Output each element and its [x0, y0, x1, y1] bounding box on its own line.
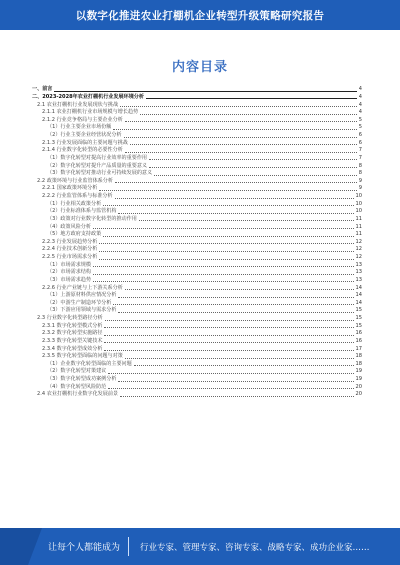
toc-entry-page: 12	[355, 246, 362, 253]
toc-entry[interactable]	[32, 147, 362, 155]
toc-entry-page: 13	[355, 269, 362, 276]
toc-entry-page: 19	[355, 368, 362, 375]
toc-entry-title: （3）市场需求趋势	[47, 276, 91, 283]
toc-leader-dots	[154, 175, 357, 176]
toc-entry-title: （1）企业数字化转型面临的主要问题	[47, 360, 132, 367]
toc-entry[interactable]	[32, 391, 362, 399]
toc-leader-dots	[149, 167, 357, 168]
toc-entry-page: 14	[355, 284, 362, 291]
toc-entry-page: 15	[355, 315, 362, 322]
toc-entry-title: 2.2.6 行业产业链与上下游关系分析	[42, 284, 123, 291]
toc-leader-dots	[99, 243, 353, 244]
toc-entry[interactable]	[32, 261, 362, 269]
toc-entry-title: （2）行业主要企业经营状况分析	[47, 132, 122, 139]
toc-entry[interactable]	[32, 117, 362, 125]
toc-entry-title: 一、前言	[32, 86, 53, 93]
toc-entry[interactable]	[32, 239, 362, 247]
toc-entry-title: （2）数字化转型对提升产品质量的重要意义	[47, 162, 148, 169]
toc-entry-title: 2.1.3 行业发展面临的主要问题与挑战	[42, 139, 128, 146]
toc-entry-page: 18	[355, 353, 362, 360]
toc-leader-dots	[104, 327, 353, 328]
toc-entry[interactable]	[32, 353, 362, 361]
footer-decoration-wedge	[28, 528, 42, 565]
toc-entry-title: 2.4 农业打棚机行业数字化发展前景	[37, 391, 119, 398]
toc-entry-page: 8	[358, 162, 362, 169]
toc-entry[interactable]	[32, 254, 362, 262]
toc-leader-dots	[118, 381, 353, 382]
toc-entry-title: 2.3.5 数字化转型面临的问题与对策	[42, 353, 123, 360]
toc-entry-page: 4	[358, 86, 362, 93]
toc-entry-title: （3）政策对行业数字化转型的推动作用	[47, 215, 137, 222]
toc-entry-page: 20	[355, 391, 362, 398]
toc-entry[interactable]	[32, 193, 362, 201]
toc-entry[interactable]	[32, 94, 362, 102]
toc-leader-dots	[118, 312, 353, 313]
toc-entry-page: 15	[355, 307, 362, 314]
toc-leader-dots	[54, 91, 356, 92]
toc-entry-title: 2.1.1 农业打棚机行业市场规模与增长趋势	[42, 109, 139, 116]
toc-entry-page: 8	[358, 170, 362, 177]
toc-entry[interactable]	[32, 330, 362, 338]
toc-leader-dots	[140, 114, 357, 115]
toc-entry-title: （5）地方政府支持政策	[47, 231, 102, 238]
toc-leader-dots	[113, 129, 356, 130]
toc-entry-page: 13	[355, 261, 362, 268]
toc-entry[interactable]	[32, 307, 362, 315]
toc-entry-title: 2.2.2 行业监管体系与标准分析	[42, 193, 113, 200]
toc-leader-dots	[134, 365, 354, 366]
toc-entry-title: （1）上游原材料供应情况分析	[47, 292, 117, 299]
toc-leader-dots	[125, 152, 357, 153]
toc-entry[interactable]	[32, 315, 362, 323]
toc-leader-dots	[99, 259, 353, 260]
toc-entry-page: 7	[358, 154, 362, 161]
toc-leader-dots	[115, 182, 357, 183]
toc-entry-title: 2.3.4 数字化转型成效分析	[42, 345, 103, 352]
toc-entry-page: 9	[358, 177, 362, 184]
toc-entry-page: 10	[355, 193, 362, 200]
toc-entry-title: 2.2.1 国家政策环境分析	[42, 185, 98, 192]
toc-entry[interactable]	[32, 246, 362, 254]
toc-entry[interactable]	[32, 162, 362, 170]
toc-entry-page: 11	[355, 215, 362, 222]
footer-decoration	[0, 528, 28, 565]
toc-entry-title: 2.1.2 行业竞争格局与主要企业分析	[42, 116, 123, 123]
toc-leader-dots	[103, 236, 353, 237]
toc-leader-dots	[93, 266, 354, 267]
toc-entry-title: （2）市场需求结构	[47, 269, 91, 276]
toc-entry[interactable]	[32, 216, 362, 224]
toc-entry[interactable]	[32, 231, 362, 239]
toc-entry-title: （1）市场需求规模	[47, 261, 91, 268]
toc-entry-title: （2）行业标准体系与监管机构	[47, 208, 117, 215]
toc-entry-title: 2.3.3 数字化转型关键技术	[42, 337, 103, 344]
toc-entry-title: 2.3 行业数字化转型路径分析	[37, 315, 103, 322]
toc-entry[interactable]	[32, 300, 362, 308]
footer-divider	[128, 537, 129, 556]
toc-entry[interactable]	[32, 200, 362, 208]
footer-bar	[0, 528, 400, 565]
toc-entry-page: 7	[358, 147, 362, 154]
toc-entry-page: 12	[355, 238, 362, 245]
toc-entry[interactable]	[32, 178, 362, 186]
toc-leader-dots	[146, 98, 357, 99]
toc-leader-dots	[139, 220, 354, 221]
toc-entry-page: 13	[355, 276, 362, 283]
toc-entry-page: 6	[358, 132, 362, 139]
toc-entry-page: 15	[355, 322, 362, 329]
toc-entry-title: （4）数字化转型风险防范	[47, 383, 107, 390]
toc-entry[interactable]	[32, 132, 362, 140]
toc-leader-dots	[120, 106, 357, 107]
toc-entry-page: 19	[355, 376, 362, 383]
toc-entry[interactable]	[32, 223, 362, 231]
toc-leader-dots	[108, 388, 353, 389]
toc-entry-title: （4）政策风险分析	[47, 223, 91, 230]
toc-entry-page: 4	[358, 93, 362, 100]
toc-entry[interactable]	[32, 277, 362, 285]
toc-entry[interactable]	[32, 109, 362, 117]
footer-tagline: 行业专家、管理专家、咨询专家、战略专家、成功企业家……	[140, 542, 370, 553]
toc-entry[interactable]	[32, 155, 362, 163]
toc-entry[interactable]	[32, 322, 362, 330]
toc-entry-title: 2.2.4 行业技术创新分析	[42, 246, 98, 253]
toc-entry-page: 10	[355, 200, 362, 207]
toc-leader-dots	[93, 228, 354, 229]
toc-entry[interactable]	[32, 124, 362, 132]
toc-entry-page: 20	[355, 383, 362, 390]
toc-leader-dots	[104, 350, 353, 351]
toc-entry-title: （1）行业相关政策分析	[47, 200, 102, 207]
toc-entry[interactable]	[32, 139, 362, 147]
toc-entry-page: 18	[355, 360, 362, 367]
toc-entry-title: （3）数字化转型成功案例分析	[47, 376, 117, 383]
toc-entry-title: 2.2 政策环境与行业监管体系分析	[37, 177, 113, 184]
toc-leader-dots	[130, 144, 357, 145]
toc-entry-page: 10	[355, 208, 362, 215]
toc-entry-page: 16	[355, 330, 362, 337]
toc-leader-dots	[105, 320, 354, 321]
toc-entry-page: 14	[355, 292, 362, 299]
toc-leader-dots	[104, 342, 353, 343]
toc-heading: 内容目录	[171, 60, 228, 75]
toc-leader-dots	[93, 274, 354, 275]
toc-leader-dots	[103, 205, 353, 206]
toc-entry-page: 17	[355, 345, 362, 352]
toc-leader-dots	[125, 289, 354, 290]
toc-entry-page: 12	[355, 254, 362, 261]
toc-entry-page: 5	[358, 124, 362, 131]
toc-entry-title: 2.3.2 数字化转型实施路径	[42, 330, 103, 337]
toc-entry-title: 2.2.3 行业发展趋势分析	[42, 238, 98, 245]
toc-entry-title: 二、2023-2028年农业打棚机行业发展环境分析	[32, 93, 144, 100]
toc-entry-page: 14	[355, 299, 362, 306]
toc-leader-dots	[124, 137, 357, 138]
toc-leader-dots	[120, 396, 353, 397]
toc-entry-page: 9	[358, 185, 362, 192]
toc-entry[interactable]	[32, 208, 362, 216]
toc-entry-page: 4	[358, 109, 362, 116]
footer-slogan: 让每个人都能成为	[48, 543, 121, 553]
toc-entry-page: 16	[355, 337, 362, 344]
toc-page	[28, 38, 372, 518]
toc-entry[interactable]	[32, 101, 362, 109]
toc-entry-page: 5	[358, 116, 362, 123]
toc-entry-title: （1）行业主要企业市场份额	[47, 124, 112, 131]
toc-entry[interactable]	[32, 345, 362, 353]
toc-leader-dots	[113, 304, 353, 305]
toc-entry-page: 6	[358, 139, 362, 146]
toc-entry[interactable]	[32, 86, 362, 94]
toc-entry-page: 11	[355, 223, 362, 230]
toc-leader-dots	[108, 373, 353, 374]
toc-leader-dots	[118, 213, 353, 214]
report-header-bar	[0, 0, 400, 30]
toc-leader-dots	[104, 335, 353, 336]
toc-entry[interactable]	[32, 368, 362, 376]
toc-leader-dots	[99, 190, 356, 191]
toc-entry-title: 2.2.5 行业市场需求分析	[42, 254, 98, 261]
toc-leader-dots	[118, 297, 353, 298]
toc-leader-dots	[149, 159, 357, 160]
toc-leader-dots	[99, 251, 353, 252]
toc-entry-title: （3）数字化转型对推动行业可持续发展的意义	[47, 170, 153, 177]
toc-entry[interactable]	[32, 361, 362, 369]
toc-entry-title: 2.3.1 数字化转型模式分析	[42, 322, 103, 329]
toc-leader-dots	[93, 281, 354, 282]
toc-entry-page: 4	[358, 101, 362, 108]
toc-entry-title: （2）中游生产制造环节分析	[47, 299, 112, 306]
toc-entry[interactable]	[32, 376, 362, 384]
toc-entry[interactable]	[32, 383, 362, 391]
toc-leader-dots	[115, 198, 354, 199]
toc-entry-title: 2.1.4 行业数字化转型的必要性分析	[42, 147, 123, 154]
toc-entry[interactable]	[32, 284, 362, 292]
toc-entry-title: （1）数字化转型对提高行业效率的重要作用	[47, 154, 148, 161]
table-of-contents	[32, 86, 362, 399]
toc-entry[interactable]	[32, 185, 362, 193]
toc-entry-title: （3）下游应用领域与需求分析	[47, 307, 117, 314]
toc-entry-title: （2）数字化转型对策建议	[47, 368, 107, 375]
toc-entry[interactable]	[32, 269, 362, 277]
toc-entry-title: 2.1 农业打棚机行业发展现状与挑战	[37, 101, 119, 108]
toc-leader-dots	[125, 358, 354, 359]
toc-leader-dots	[125, 121, 357, 122]
toc-entry[interactable]	[32, 292, 362, 300]
toc-entry[interactable]	[32, 170, 362, 178]
toc-entry-page: 11	[355, 231, 362, 238]
toc-entry[interactable]	[32, 338, 362, 346]
report-title: 以数字化推进农业打棚机企业转型升级策略研究报告	[75, 9, 325, 22]
